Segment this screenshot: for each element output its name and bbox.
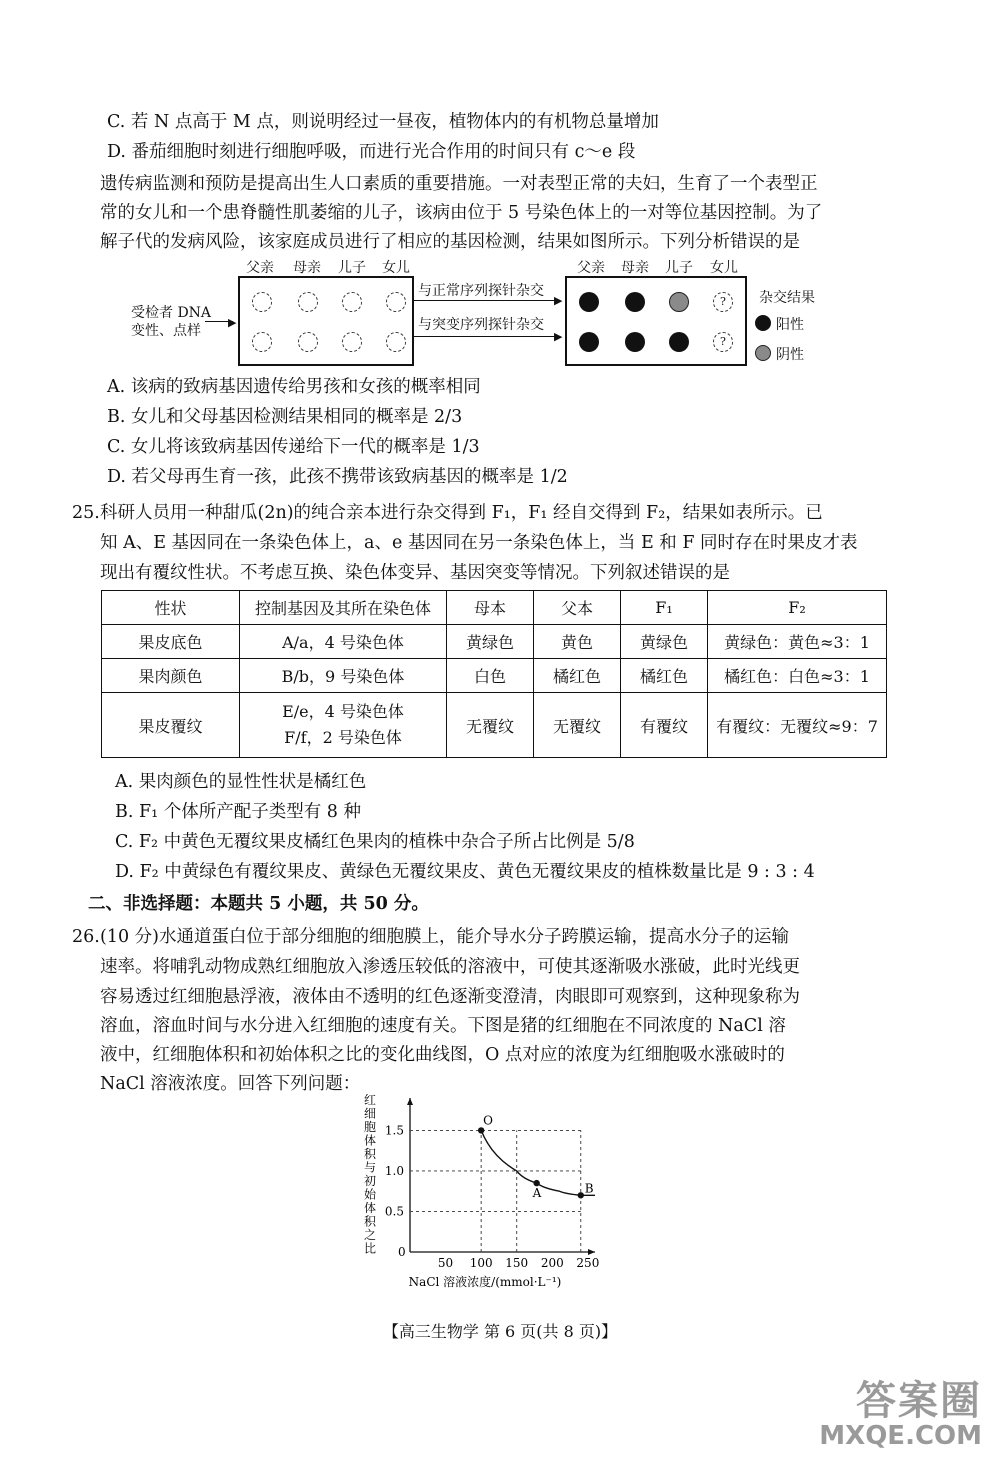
result-spot-positive [579,292,599,312]
q26-stem-line5: 液中，红细胞体积和初始体积之比的变化曲线图，O 点对应的浓度为红细胞吸水涨破时的 [100,1045,785,1065]
section-heading: 二、非选择题：本题共 5 小题，共 50 分。 [88,894,429,914]
table-cell: 黄绿色 [447,625,534,659]
table-cell: 橘红色 [534,659,621,693]
data-point-B [578,1192,584,1198]
q25-stem-line2: 知 A、E 基因同在一条染色体上，a、e 基因同在另一条染色体上，当 E 和 F 同时存在时果皮才表 [100,533,858,553]
page-footer: 【高三生物学 第 6 页(共 8 页)】 [382,1322,618,1341]
table-header-row [102,591,887,625]
y-axis-label-char: 体 [363,1133,377,1148]
sample-label-line1: 受检者 DNA [131,305,212,321]
q25-stem-line1: 科研人员用一种甜瓜(2n)的纯合亲本进行杂交得到 F₁，F₁ 经自交得到 F₂，结果如表所示。已 [100,503,823,523]
probe-mutant-arrow [413,336,558,337]
q26-stem-line3: 容易透过红细胞悬浮液，液体由不透明的红色逐渐变澄清，肉眼即可观察到，这种现象称为 [100,987,800,1007]
x-tick-label: 150 [505,1256,529,1270]
sample-spot [298,332,318,352]
trait-table [101,590,887,758]
q25-number: 25. [72,503,100,523]
table-header: 性状 [102,591,240,625]
table-cell: 橘红色 [621,659,708,693]
sample-spot [252,332,272,352]
watermark-url: MXQE.COM [819,1421,982,1451]
sample-spot [298,292,318,312]
table-row [102,659,887,693]
y-axis-label-char: 比 [363,1241,377,1256]
sample-spot [342,332,362,352]
q25-option-d: D. F₂ 中黄绿色有覆纹果皮、黄绿色无覆纹果皮、黄色无覆纹果皮的植株数量比是 9 : 3 : 4 [115,862,815,882]
x-tick-label: 100 [469,1256,493,1270]
member-father-left: 父亲 [246,260,274,276]
sample-membrane [238,276,414,366]
y-axis-label-char: 细 [363,1106,377,1121]
result-spot-negative [669,292,689,312]
result-title: 杂交结果 [759,290,815,306]
table-cell: 白色 [447,659,534,693]
sample-spot [386,292,406,312]
probe-mutant-arrow-head: ▶ [554,330,563,343]
table-cell: 果肉颜色 [102,659,240,693]
y-axis-label-char: 体 [363,1201,377,1215]
q24-option-d: D. 若父母再生育一孩，此孩不携带该致病基因的概率是 1/2 [107,467,568,487]
q25-option-a: A. 果肉颜色的显性性状是橘红色 [115,772,367,792]
q25-option-b: B. F₁ 个体所产配子类型有 8 种 [115,802,361,822]
x-axis-arrow [588,1249,595,1255]
q23-option-c: C. 若 N 点高于 M 点，则说明经过一昼夜，植物体内的有机物总量增加 [107,112,659,132]
q24-stem-line1: 遗传病监测和预防是提高出生人口素质的重要措施。一对表型正常的夫妇，生育了一个表型正 [100,174,818,194]
result-spot-positive [579,332,599,352]
q24-option-c: C. 女儿将该致病基因传递给下一代的概率是 1/3 [107,437,480,457]
member-daughter-right: 女儿 [710,260,738,276]
q25-stem-line3: 现出有覆纹性状。不考虑互换、染色体变异、基因突变等情况。下列叙述错误的是 [100,563,730,583]
origin-label: 0 [398,1245,406,1259]
member-daughter-left: 女儿 [382,260,410,276]
member-father-right: 父亲 [577,260,605,276]
result-spot-positive [625,292,645,312]
sample-spot [252,292,272,312]
y-axis-label-char: 积 [363,1214,377,1229]
member-mother-left: 母亲 [293,260,321,276]
x-tick-label: 250 [576,1256,600,1270]
legend-positive-dot [755,315,771,331]
q26-stem-line2: 速率。将哺乳动物成熟红细胞放入渗透压较低的溶液中，可使其逐渐吸水涨破，此时光线更 [100,957,800,977]
legend-negative-dot [755,345,771,361]
x-axis-label: NaCl 溶液浓度/(mmol·L⁻¹) [408,1275,562,1289]
y-axis-label-char: 胞 [363,1120,377,1134]
table-cell: 黄绿色：黄色≈3：1 [708,625,887,659]
table-cell-genes [240,693,447,758]
y-tick-label: 0.5 [384,1204,404,1219]
y-axis-label-char: 与 [363,1160,377,1175]
y-tick-label: 1.0 [384,1163,404,1178]
table-header: 父本 [534,591,621,625]
watermark-text: 答案圈 [856,1378,982,1424]
y-tick-label: 1.5 [384,1123,404,1138]
q26-stem-line4: 溶血，溶血时间与水分进入红细胞的速度有关。下图是猪的红细胞在不同浓度的 NaCl 溶 [100,1016,786,1036]
table-cell: 橘红色：白色≈3：1 [708,659,887,693]
x-tick-label: 50 [437,1256,454,1270]
y-axis-label-char: 始 [363,1187,377,1202]
table-cell: 无覆纹 [447,693,534,758]
q25-option-c: C. F₂ 中黄色无覆纹果皮橘红色果肉的植株中杂合子所占比例是 5/8 [115,832,635,852]
input-arrow-head: ▶ [228,316,237,329]
probe-normal-arrow [413,300,558,301]
table-header: F₂ [708,591,887,625]
sample-spot [386,332,406,352]
table-header: F₁ [621,591,708,625]
table-cell: 黄色 [534,625,621,659]
y-axis-label-char: 积 [363,1147,377,1161]
q23-option-d: D. 番茄细胞时刻进行细胞呼吸，而进行光合作用的时间只有 c～e 段 [107,142,636,162]
table-cell: 无覆纹 [534,693,621,758]
table-cell: 黄绿色 [621,625,708,659]
table-header: 母本 [447,591,534,625]
result-spot-unknown: ? [713,292,733,312]
result-spot-positive [669,332,689,352]
rbc-volume-chart [355,1090,615,1295]
legend-positive-label: 阳性 [776,317,804,333]
q26-number: 26. [72,927,100,947]
probe-normal-label: 与正常序列探针杂交 [418,283,544,299]
watermark-logo [802,1369,992,1459]
member-son-left: 儿子 [338,260,366,276]
result-spot-positive [625,332,645,352]
q24-option-b: B. 女儿和父母基因检测结果相同的概率是 2/3 [107,407,463,427]
q24-option-a: A. 该病的致病基因遗传给男孩和女孩的概率相同 [107,377,481,397]
point-label-B: B [584,1181,594,1196]
sample-label-line2: 变性、点样 [131,323,201,339]
gene-line: E/e，4 号染色体 [282,702,404,721]
q24-stem-line3: 解子代的发病风险，该家庭成员进行了相应的基因检测，结果如图所示。下列分析错误的是 [100,232,800,252]
y-axis-label-char: 之 [363,1228,377,1242]
y-axis-arrow [407,1098,413,1105]
probe-normal-arrow-head: ▶ [554,294,563,307]
point-label-A: A [532,1186,542,1201]
point-label-O: O [483,1113,493,1128]
y-axis-label-char: 红 [363,1093,377,1107]
q24-stem-line2: 常的女儿和一个患脊髓性肌萎缩的儿子，该病由位于 5 号染色体上的一对等位基因控制。为了 [100,203,823,223]
table-header: 控制基因及其所在染色体 [240,591,447,625]
table-row [102,693,887,758]
sample-spot [342,292,362,312]
result-spot-unknown: ? [713,332,733,352]
x-tick-label: 200 [540,1256,564,1270]
gene-line: F/f，2 号染色体 [284,728,402,747]
table-cell: 果皮覆纹 [102,693,240,758]
table-cell: 果皮底色 [102,625,240,659]
data-point-O [478,1127,484,1133]
table-cell: 有覆纹 [621,693,708,758]
y-axis-label-char: 初 [363,1174,377,1188]
result-membrane [565,276,747,366]
table-row [102,625,887,659]
probe-mutant-label: 与突变序列探针杂交 [418,317,544,333]
q26-stem-line1: (10 分)水通道蛋白位于部分细胞的细胞膜上，能介导水分子跨膜运输，提高水分子的运输 [100,927,789,947]
member-mother-right: 母亲 [621,260,649,276]
table-cell: 有覆纹：无覆纹≈9：7 [708,693,887,758]
legend-negative-label: 阴性 [776,347,804,363]
table-cell: A/a，4 号染色体 [240,625,447,659]
q26-stem-line6: NaCl 溶液浓度。回答下列问题： [100,1074,361,1094]
member-son-right: 儿子 [665,260,693,276]
table-cell: B/b，9 号染色体 [240,659,447,693]
